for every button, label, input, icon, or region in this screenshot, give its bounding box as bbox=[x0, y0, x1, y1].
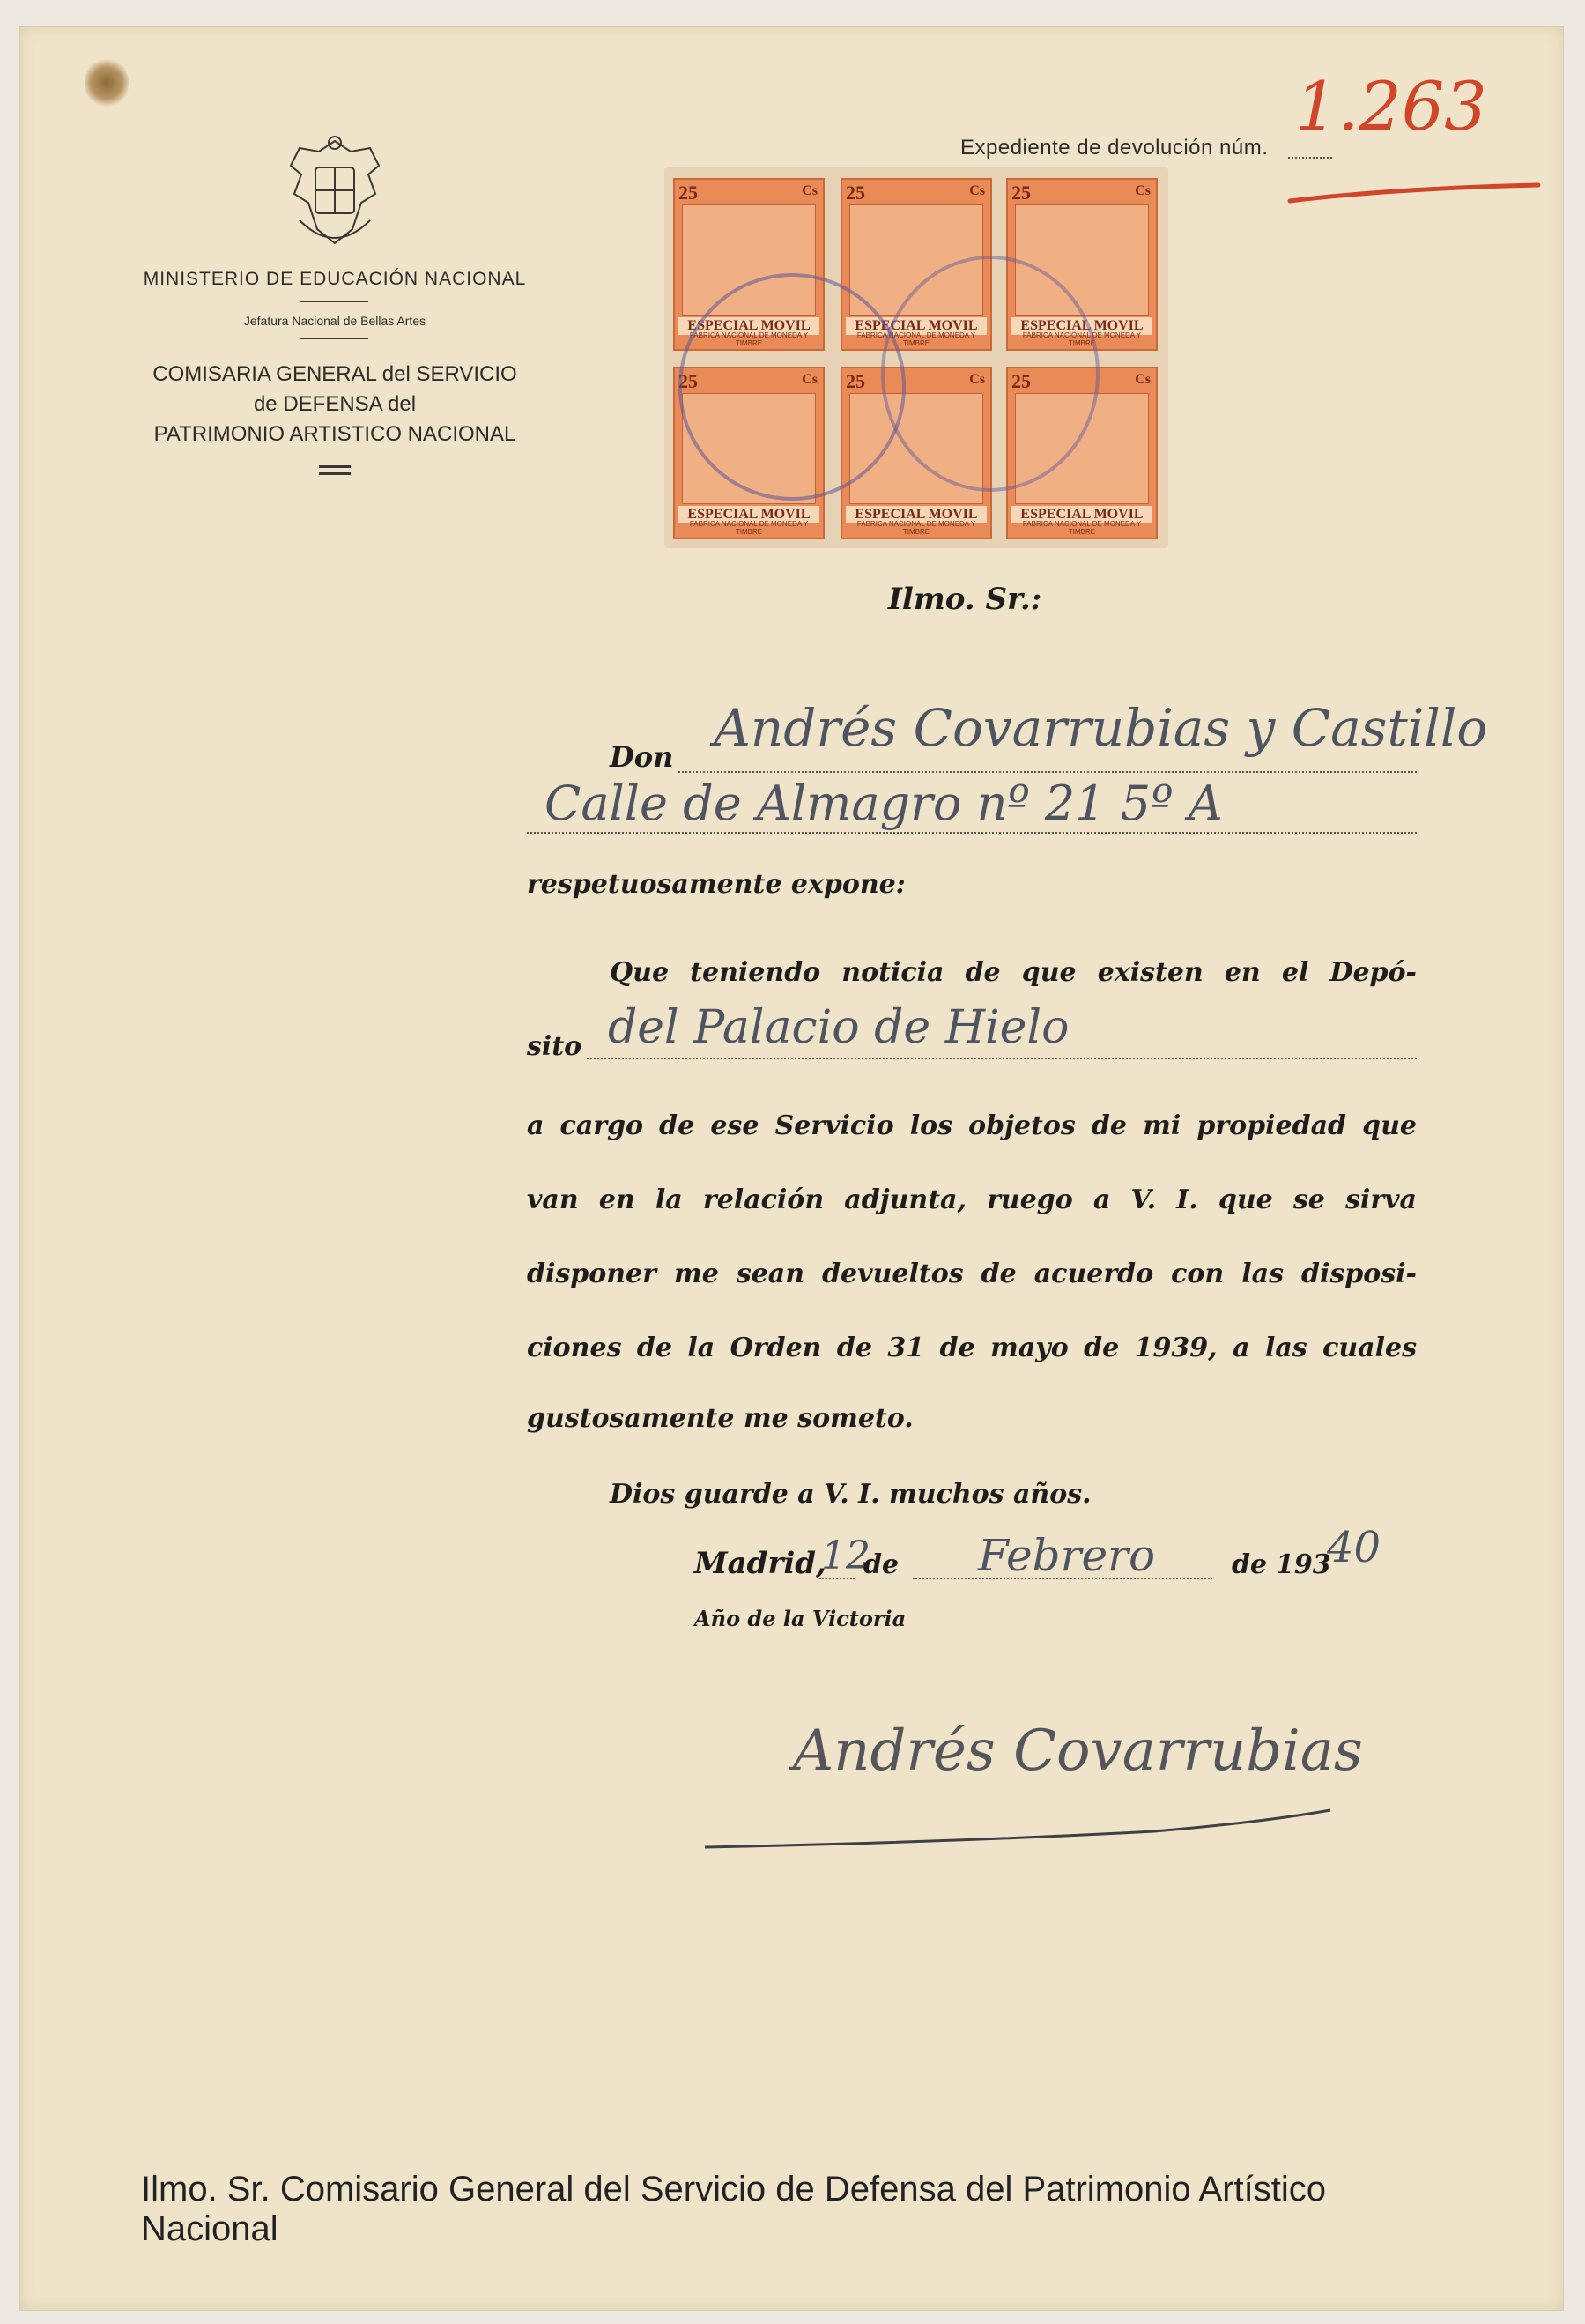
fiscal-stamp: 25 Cs ESPECIAL MOVIL FABRICA NACIONAL DE MONEDA Y TIMBRE bbox=[841, 178, 992, 351]
signature: Andrés Covarrubias bbox=[793, 1719, 1363, 1784]
staple-mark bbox=[85, 56, 129, 109]
date-day: 12 bbox=[821, 1533, 870, 1578]
expediente-label: Expediente de devolución núm. bbox=[960, 136, 1269, 160]
date-city: Madrid, bbox=[694, 1546, 826, 1581]
deposito-name: del Palacio de Hielo bbox=[608, 1001, 1070, 1054]
jefatura-name: Jefatura Nacional de Bellas Artes bbox=[243, 314, 426, 328]
year-of-victory: Año de la Victoria bbox=[694, 1606, 907, 1631]
applicant-address: Calle de Almagro nº 21 5º A bbox=[544, 776, 1223, 831]
body-line-1: Que teniendo noticia de que existen en el Depó- bbox=[610, 957, 1417, 988]
coat-of-arms-emblem bbox=[282, 132, 388, 256]
ministry-name: MINISTERIO DE EDUCACIÓN NACIONAL bbox=[143, 269, 527, 289]
closing-formula: Dios guarde a V. I. muchos años. bbox=[610, 1479, 1092, 1510]
divider bbox=[300, 301, 368, 302]
applicant-name: Andrés Covarrubias y Castillo bbox=[714, 698, 1488, 758]
body-line-4: van en la relación adjunta, ruego a V. I. que se sirva bbox=[527, 1184, 1417, 1215]
signature-underline bbox=[696, 1807, 1357, 1860]
date-year-printed: 193 bbox=[1276, 1549, 1331, 1580]
cancellation-seal bbox=[881, 256, 1100, 492]
divider bbox=[300, 338, 368, 339]
intro-text: respetuosamente expone: bbox=[527, 869, 906, 900]
double-rule bbox=[319, 472, 351, 475]
addressee-footer: Ilmo. Sr. Comisario General del Servicio de Defensa del Patrimonio Artístico Nacional bbox=[141, 2170, 1327, 2248]
cancellation-seal bbox=[678, 273, 906, 501]
body-line-5: disponer me sean devueltos de acuerdo con las disposi- bbox=[527, 1259, 1417, 1289]
name-dots bbox=[678, 771, 1417, 773]
fiscal-stamp: 25 Cs ESPECIAL MOVIL FABRICA NACIONAL DE MONEDA Y TIMBRE bbox=[841, 367, 992, 539]
body-line-7: gustosamente me someto. bbox=[527, 1403, 914, 1434]
deposito-dots bbox=[587, 1058, 1417, 1059]
comisaria-line-3: PATRIMONIO ARTISTICO NACIONAL bbox=[153, 422, 516, 446]
fiscal-stamp: 25 Cs ESPECIAL MOVIL FABRICA NACIONAL DE MONEDA Y TIMBRE bbox=[1006, 178, 1158, 351]
fiscal-stamp: 25 Cs ESPECIAL MOVIL FABRICA NACIONAL DE MONEDA Y TIMBRE bbox=[673, 178, 825, 351]
comisaria-name bbox=[132, 360, 537, 449]
double-rule bbox=[319, 465, 351, 468]
date-de-2: de bbox=[1232, 1549, 1268, 1580]
red-underline bbox=[1286, 173, 1542, 208]
body-line-6: ciones de la Orden de 31 de mayo de 1939, a las cuales bbox=[527, 1333, 1417, 1363]
body-line-3: a cargo de ese Servicio los objetos de mi propiedad que bbox=[527, 1110, 1417, 1141]
date-month: Febrero bbox=[978, 1530, 1156, 1581]
don-prefix: Don bbox=[610, 740, 674, 774]
fiscal-stamp: 25 Cs ESPECIAL MOVIL FABRICA NACIONAL DE MONEDA Y TIMBRE bbox=[673, 367, 825, 539]
comisaria-line-2: de DEFENSA del bbox=[253, 392, 417, 416]
date-year-hand: 40 bbox=[1327, 1523, 1381, 1572]
fiscal-stamp: 25 Cs ESPECIAL MOVIL FABRICA NACIONAL DE MONEDA Y TIMBRE bbox=[1006, 367, 1158, 539]
sito-text: sito bbox=[527, 1031, 582, 1062]
address-dots bbox=[527, 832, 1417, 834]
salutation: Ilmo. Sr.: bbox=[888, 582, 1042, 617]
expediente-number: 1.263 bbox=[1295, 67, 1487, 145]
date-de-1: de bbox=[863, 1549, 900, 1580]
comisaria-line-1: COMISARIA GENERAL del SERVICIO bbox=[152, 362, 517, 386]
expediente-dots bbox=[1288, 157, 1332, 159]
